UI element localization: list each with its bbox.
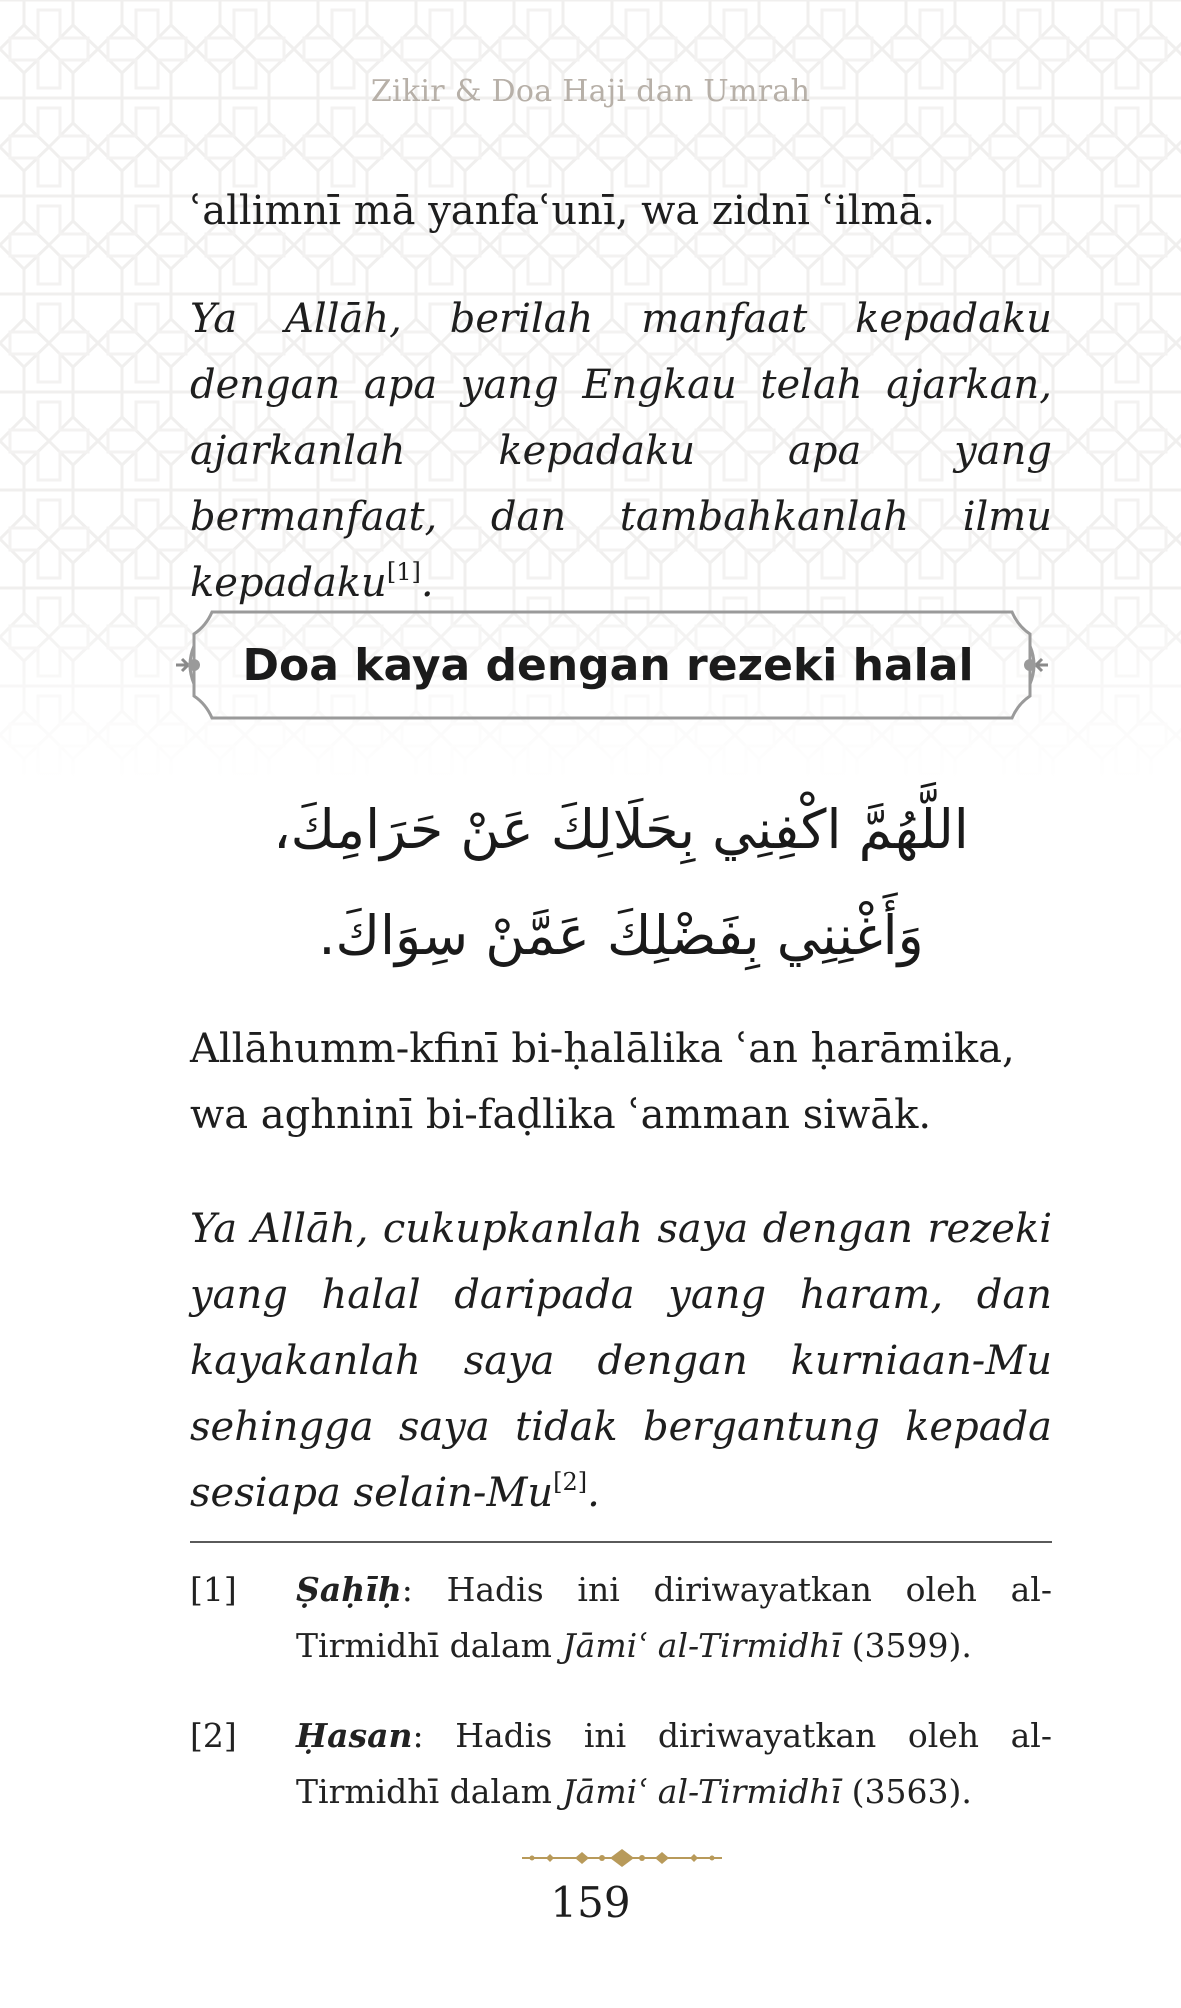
footnote-number: [1] <box>190 1570 237 1609</box>
hadith-grade: Ṣaḥīḥ <box>296 1570 402 1609</box>
section-heading-frame <box>178 606 1038 724</box>
arabic-line-2: وَأَغْنِنِي بِفَضْلِكَ عَمَّنْ سِوَاكَ. <box>318 904 924 967</box>
footnote-1 <box>190 1562 1052 1674</box>
previous-translation-end: . <box>420 560 434 606</box>
section-heading: Doa kaya dengan rezeki halal <box>242 639 974 691</box>
translation-paragraph <box>190 1196 1052 1526</box>
footnote-text <box>296 1562 1052 1674</box>
footnote-ref-2[interactable]: [2] <box>553 1468 588 1496</box>
footnote-body: : Hadis ini diriwayatkan oleh al-Tirmidhī dalam <box>296 1716 1052 1811</box>
translation-end: . <box>587 1470 600 1516</box>
footnote-body: : Hadis ini diriwayatkan oleh al-Tirmidhī dalam <box>296 1570 1052 1665</box>
running-header: Zikir & Doa Haji dan Umrah <box>370 74 811 109</box>
footnote-number: [2] <box>190 1716 237 1755</box>
footnote-2 <box>190 1708 1052 1820</box>
previous-transliteration-line: ʿallimnī mā yanfaʿunī, wa zidnī ʿilmā. <box>190 188 935 234</box>
hadith-grade: Ḥasan <box>296 1716 413 1755</box>
footnote-text <box>296 1708 1052 1820</box>
footnote-divider <box>190 1541 1052 1543</box>
book-title: Jāmiʿ al-Tirmidhī <box>562 1626 842 1665</box>
page-number: 159 <box>550 1878 631 1927</box>
book-title: Jāmiʿ al-Tirmidhī <box>562 1772 842 1811</box>
arabic-line-1: اللَّهُمَّ اكْفِنِي بِحَلَالِكَ عَنْ حَرَامِكَ، <box>273 798 969 861</box>
footnote-reference: (3599). <box>841 1626 972 1665</box>
previous-translation <box>190 286 1052 616</box>
footer-ornament-divider <box>522 1846 722 1870</box>
footnote-ref-1[interactable]: [1] <box>386 558 421 586</box>
previous-translation-text: Ya Allāh, berilah manfaat kepadaku dengan apa yang Engkau telah ajarkan, ajarkanlah kepadaku apa yang bermanfaat, dan tambahkanlah ilmu kepadaku <box>190 296 1052 606</box>
footnote-reference: (3563). <box>841 1772 972 1811</box>
translation-text: Ya Allāh, cukupkanlah saya dengan rezeki yang halal daripada yang haram, dan kayakanlah saya dengan kurniaan-Mu sehingga saya tidak bergantung kepada sesiapa selain-Mu <box>190 1206 1052 1516</box>
transliteration-line-1: Allāhumm-kfinī bi-ḥalālika ʿan ḥarāmika, <box>190 1026 1015 1072</box>
transliteration-line-2: wa aghninī bi-faḍlika ʿamman siwāk. <box>190 1092 932 1138</box>
